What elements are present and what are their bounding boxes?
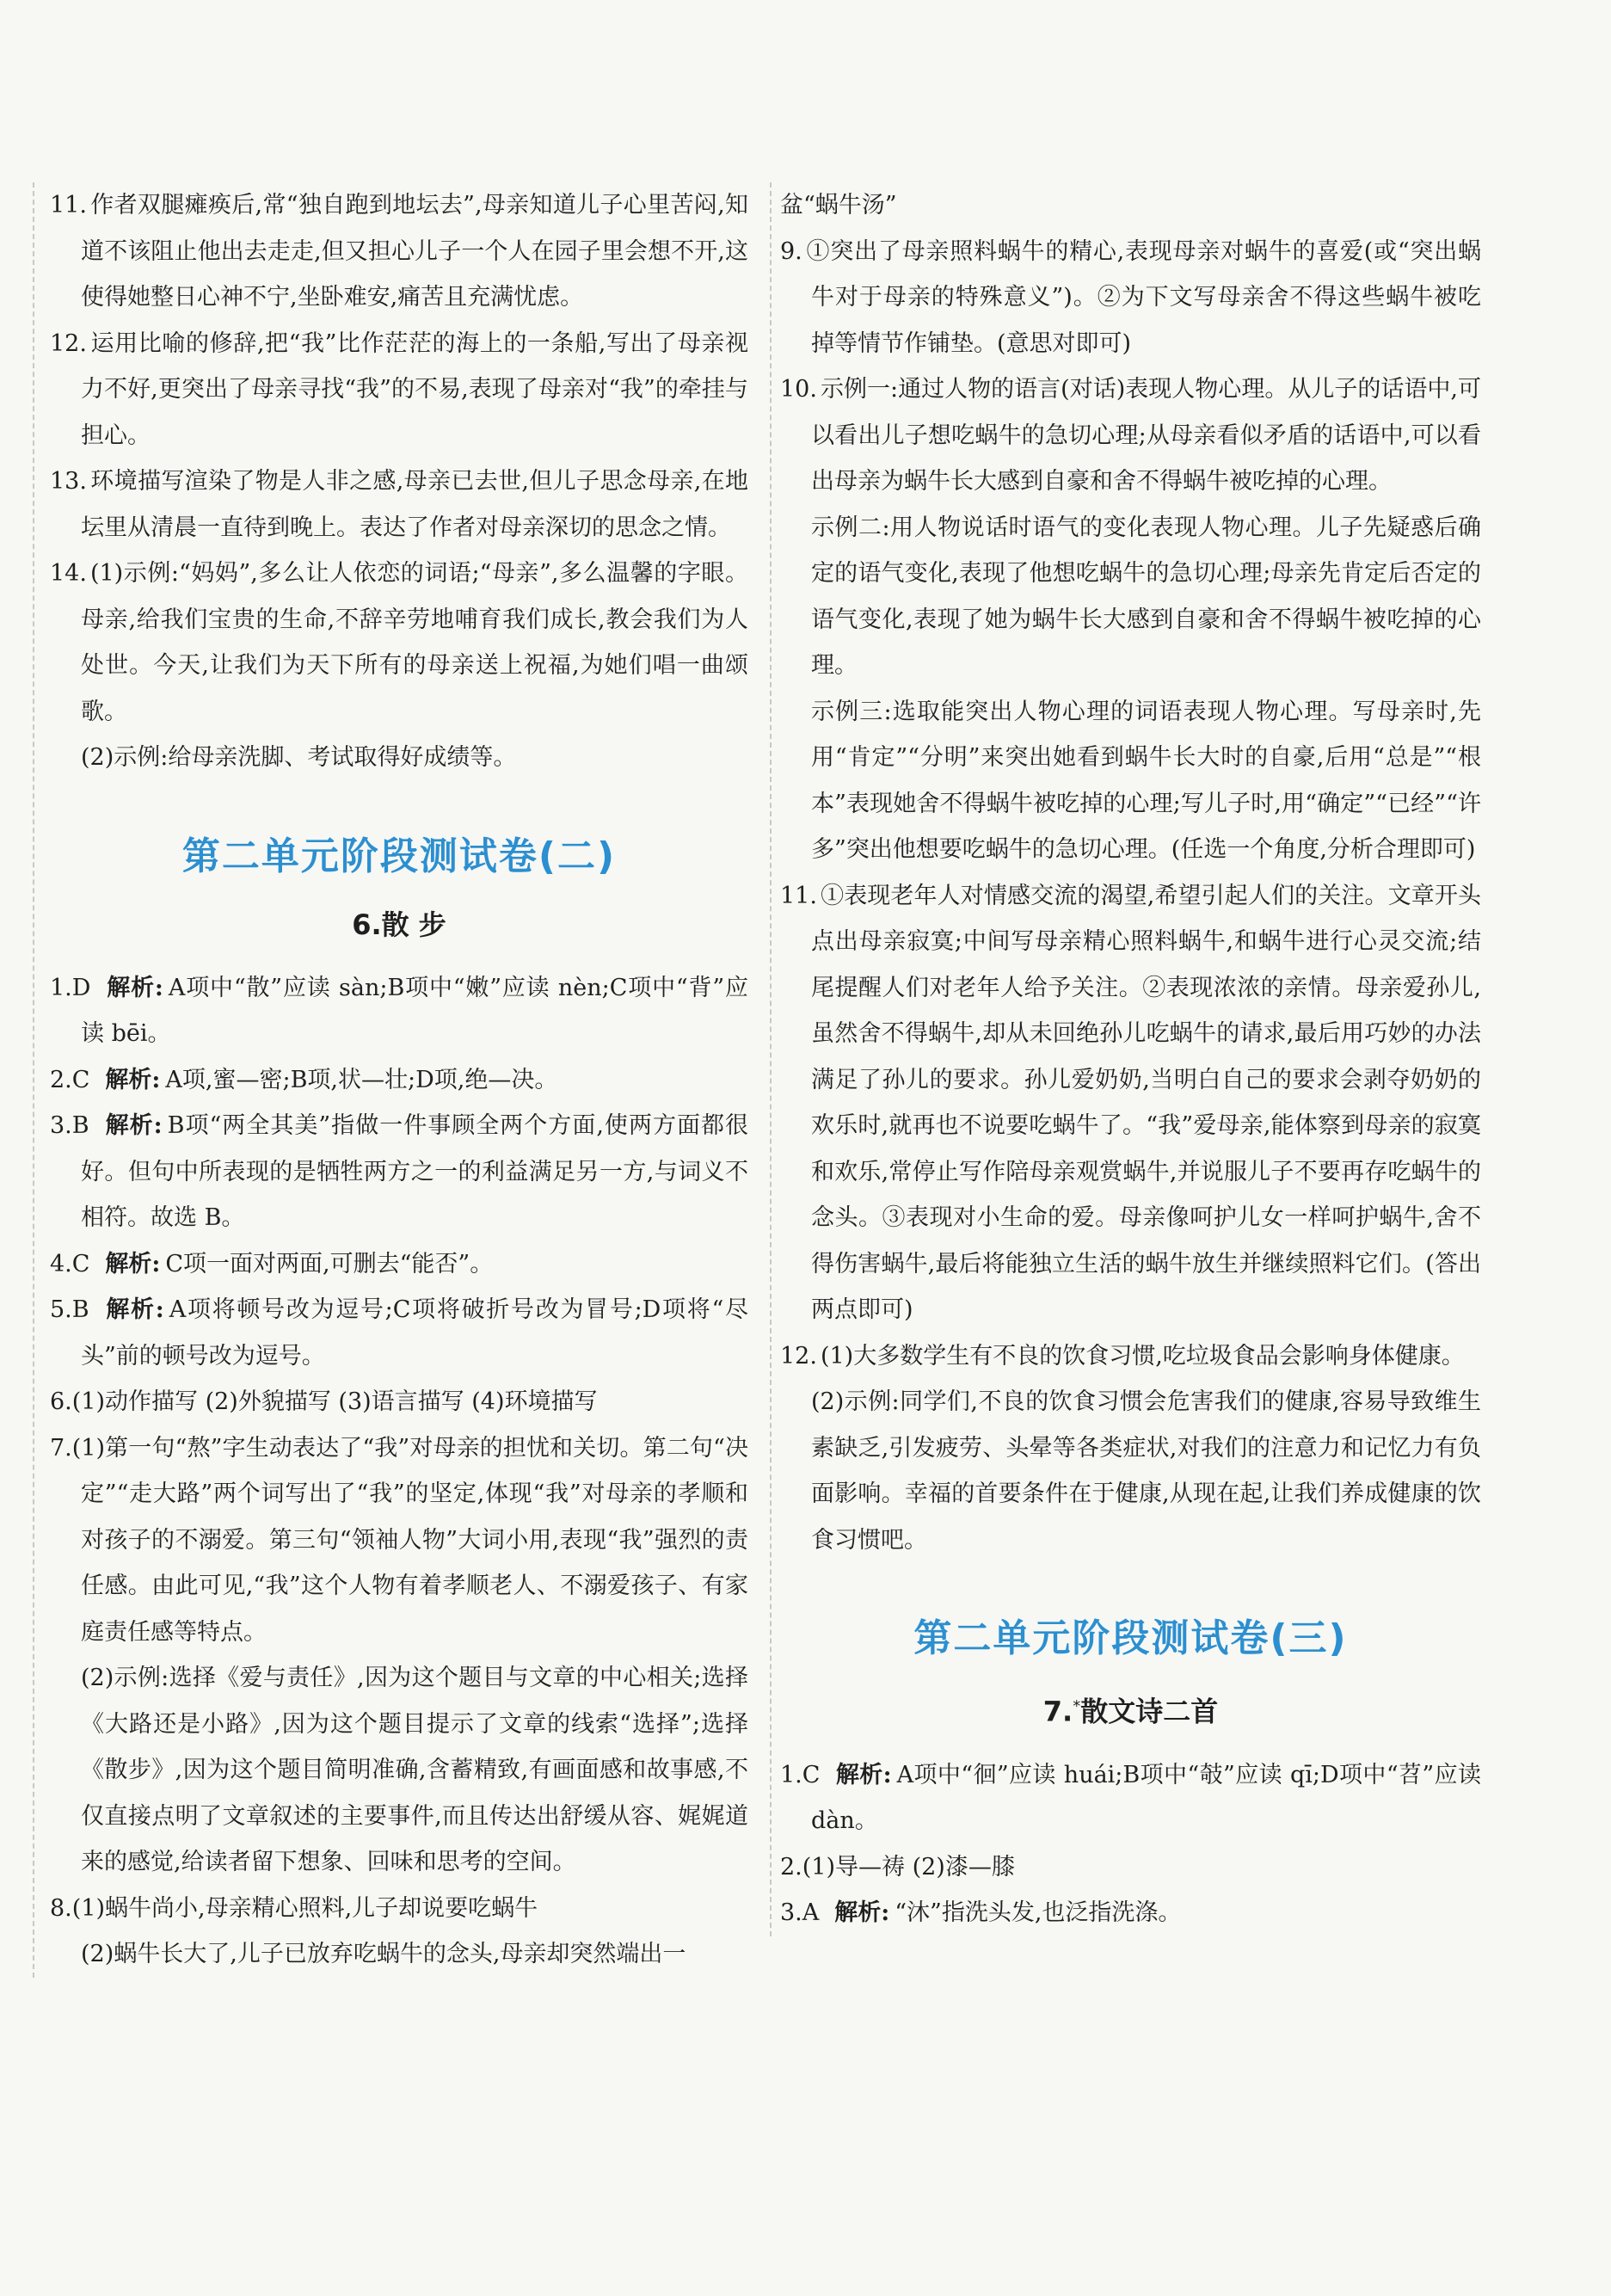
answer-item: 5.B 解析: A项将顿号改为逗号;C项将破折号改为冒号;D项将“尽头”前的顿号改为逗号。	[50, 1296, 748, 1370]
answer-item: 2.C 解析: A项,蜜—密;B项,状—壮;D项,绝—决。	[50, 1066, 558, 1093]
answer-item: (2)示例:给母亲洗脚、考试取得好成绩等。	[81, 744, 517, 771]
answer-item: 7.(1)第一句“熬”字生动表达了“我”对母亲的担忧和关切。第二句“决定”“走大路”两个词写出了“我”的坚定,体现“我”对母亲的孝顺和对孩子的不溺爱。第三句“领袖人物”大词小用,表现“我”强烈的责任感。由此可见,“我”这个人物有着孝顺老人、不溺爱孩子、有家庭责任感等特点。	[50, 1434, 748, 1646]
answer-item: 11. ①表现老年人对情感交流的渴望,希望引起人们的关注。文章开头点出母亲寂寞;中间写母亲精心照料蜗牛,和蜗牛进行心灵交流;结尾提醒人们对老年人给予关注。②表现浓浓的亲情。母亲爱孙儿,虽然舍不得蜗牛,却从未回绝孙儿吃蜗牛的请求,最后用巧妙的办法满足了孙儿的要求。孙儿爱奶奶,当明白自己的要求会剥夺奶奶的欢乐时,就再也不说要吃蜗牛了。“我”爱母亲,能体察到母亲的寂寞和欢乐,常停止写作陪母亲观赏蜗牛,并说服儿子不要再存吃蜗牛的念头。③表现对小生命的爱。母亲像呵护儿女一样呵护蜗牛,舍不得伤害蜗牛,最后将能独立生活的蜗牛放生并继续照料它们。(答出两点即可)	[780, 882, 1481, 1323]
answer-item: 盆“蜗牛汤”	[780, 192, 897, 219]
answer-item: 11. 作者双腿瘫痪后,常“独自跑到地坛去”,母亲知道儿子心里苦闷,知道不该阻止他出去走走,但又担心儿子一个人在园子里会想不开,这使得她整日心神不宁,坐卧难安,痛苦且充满忧虑。	[50, 192, 748, 311]
answer-item: 1.D 解析: A项中“散”应读 sàn;B项中“嫩”应读 nèn;C项中“背”应读 bēi。	[50, 974, 748, 1047]
left-column	[33, 182, 748, 1978]
answer-item: 3.A 解析: “沐”指洗头发,也泛指洗涤。	[780, 1899, 1182, 1927]
answer-item: 3.B 解析: B项“两全其美”指做一件事顾全两个方面,使两方面都很好。但句中所表现的是牺牲两方之一的利益满足另一方,与词义不相符。故选 B。	[50, 1112, 749, 1231]
answer-item: 9. ①突出了母亲照料蜗牛的精心,表现母亲对蜗牛的喜爱(或“突出蜗牛对于母亲的特殊意义”)。②为下文写母亲舍不得这些蜗牛被吃掉等情节作铺垫。(意思对即可)	[780, 237, 1481, 357]
answer-item: 12. (1)大多数学生有不良的饮食习惯,吃垃圾食品会影响身体健康。	[780, 1342, 1465, 1370]
lesson-title: 7.*散文诗二首	[1042, 1695, 1219, 1728]
answer-item: (2)蜗牛长大了,儿子已放弃吃蜗牛的念头,母亲却突然端出一	[81, 1941, 686, 1967]
answer-item: (2)示例:同学们,不良的饮食习惯会危害我们的健康,容易导致维生素缺乏,引发疲劳、头晕等各类症状,对我们的注意力和记忆力有负面影响。幸福的首要条件在于健康,从现在起,让我们养成健康的饮食习惯吧。	[811, 1388, 1481, 1554]
answer-item: 10. 示例一:通过人物的语言(对话)表现人物心理。从儿子的话语中,可以看出儿子想吃蜗牛的急切心理;从母亲看似矛盾的话语中,可以看出母亲为蜗牛长大感到自豪和舍不得蜗牛被吃掉的心理。	[780, 376, 1481, 495]
answer-item: 示例二:用人物说话时语气的变化表现人物心理。儿子先疑惑后确定的语气变化,表现了他想吃蜗牛的急切心理;母亲先肯定后否定的语气变化,表现了她为蜗牛长大感到自豪和舍不得蜗牛被吃掉的心理。	[811, 514, 1481, 679]
right-column	[770, 182, 1481, 1936]
answer-item: 8.(1)蜗牛尚小,母亲精心照料,儿子却说要吃蜗牛	[50, 1894, 538, 1922]
answer-item: 2.(1)导—祷 (2)漆—膝	[780, 1853, 1015, 1881]
lesson-title: 6.散 步	[352, 908, 446, 941]
section-title: 第二单元阶段测试卷(三)	[913, 1616, 1348, 1660]
answer-item: 6.(1)动作描写 (2)外貌描写 (3)语言描写 (4)环境描写	[50, 1388, 598, 1415]
answer-item: 13. 环境描写渲染了物是人非之感,母亲已去世,但儿子思念母亲,在地坛里从清晨一直待到晚上。表达了作者对母亲深切的思念之情。	[50, 468, 748, 541]
section-title: 第二单元阶段测试卷(二)	[181, 834, 617, 878]
answer-item: 14. (1)示例:“妈妈”,多么让人依恋的词语;“母亲”,多么温馨的字眼。母亲,给我们宝贵的生命,不辞辛劳地哺育我们成长,教会我们为人处世。今天,让我们为天下所有的母亲送上祝福,为她们唱一曲颂歌。	[50, 560, 748, 725]
answer-item: 1.C 解析: A项中“徊”应读 huái;B项中“攲”应读 qī;D项中“苕”应读 dàn。	[780, 1761, 1481, 1835]
answer-item: 4.C 解析: C项一面对两面,可删去“能否”。	[50, 1250, 494, 1277]
answer-item: 12. 运用比喻的修辞,把“我”比作茫茫的海上的一条船,写出了母亲视力不好,更突出了母亲寻找“我”的不易,表现了母亲对“我”的牵挂与担心。	[50, 329, 748, 449]
answer-item: 示例三:选取能突出人物心理的词语表现人物心理。写母亲时,先用“肯定”“分明”来突出她看到蜗牛长大时的自豪,后用“总是”“根本”表现她舍不得蜗牛被吃掉的心理;写儿子时,用“确定”“已经”“许多”突出他想要吃蜗牛的急切心理。(任选一个角度,分析合理即可)	[811, 698, 1481, 863]
answer-item: (2)示例:选择《爱与责任》,因为这个题目与文章的中心相关;选择《大路还是小路》,因为这个题目提示了文章的线索“选择”;选择《散步》,因为这个题目简明准确,含蓄精致,有画面感和故事感,不仅直接点明了文章叙述的主要事件,而且传达出舒缓从容、娓娓道来的感觉,给读者留下想象、回味和思考的空间。	[81, 1665, 748, 1875]
